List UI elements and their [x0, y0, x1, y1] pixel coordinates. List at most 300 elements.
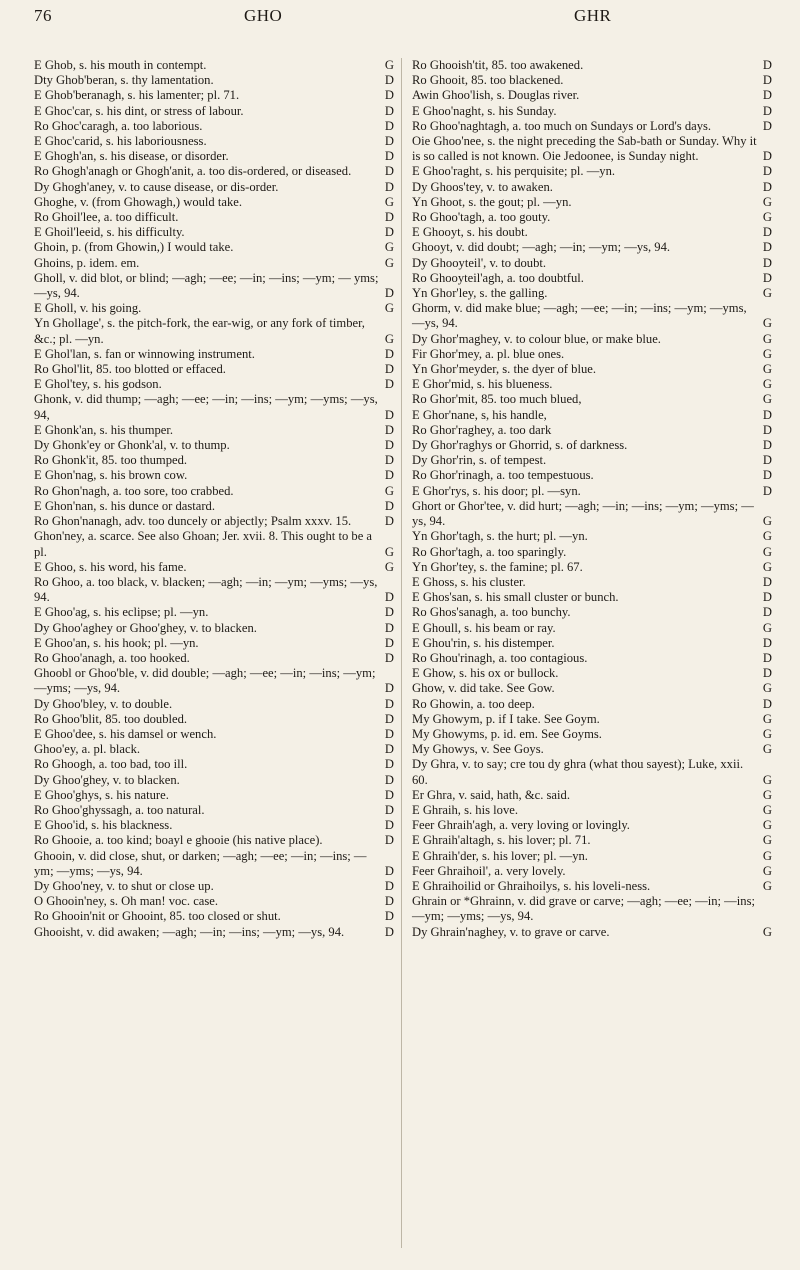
entry-source-tag: D: [384, 909, 394, 924]
entry-source-tag: D: [384, 787, 394, 802]
dictionary-entry: [34, 134, 394, 149]
dictionary-entry: [412, 362, 772, 377]
dictionary-entry: [412, 180, 772, 195]
dictionary-entry: [34, 925, 394, 940]
entry-text: Ro Ghooit, 85. too blackened.: [412, 73, 564, 88]
dictionary-entry: [412, 499, 772, 529]
dictionary-entry: [412, 529, 772, 544]
entry-source-tag: D: [762, 179, 772, 194]
dictionary-entry: [412, 104, 772, 119]
entry-source-tag: D: [762, 103, 772, 118]
entry-source-tag: D: [384, 362, 394, 377]
entry-text: Gholl, v. did blot, or blind; —agh; —ee; —in; —ins; —ym; — yms; —ys, 94.: [34, 270, 379, 301]
dictionary-entry: [412, 332, 772, 347]
dictionary-entry: [412, 195, 772, 210]
entry-text: E Ghraihoilid or Ghraihoilys, s. his loveli-ness.: [412, 878, 651, 893]
entry-source-tag: D: [762, 164, 772, 179]
dictionary-entry: [34, 894, 394, 909]
entry-text: E Ghon'nag, s. his brown cow.: [34, 468, 188, 483]
dictionary-entry: [412, 727, 772, 742]
entry-text: Yn Ghor'tey, s. the famine; pl. 67.: [412, 559, 583, 574]
dictionary-entry: [412, 788, 772, 803]
entry-source-tag: D: [384, 468, 394, 483]
entry-text: E Ghoo'naght, s. his Sunday.: [412, 103, 557, 118]
dictionary-entry: [412, 818, 772, 833]
entry-source-tag: D: [762, 438, 772, 453]
dictionary-entry: [412, 271, 772, 286]
entry-source-tag: D: [762, 468, 772, 483]
entry-source-tag: G: [384, 255, 394, 270]
dictionary-entry: [34, 499, 394, 514]
dictionary-entry: [412, 833, 772, 848]
entry-source-tag: G: [762, 544, 772, 559]
entry-source-tag: D: [384, 103, 394, 118]
entry-source-tag: D: [384, 377, 394, 392]
entry-text: Feer Ghraihoil', a. very lovely.: [412, 863, 566, 878]
entry-source-tag: D: [762, 696, 772, 711]
entry-source-tag: D: [384, 894, 394, 909]
entry-source-tag: G: [762, 620, 772, 635]
dictionary-entry: [34, 210, 394, 225]
dictionary-entry: [412, 73, 772, 88]
dictionary-entry: [34, 377, 394, 392]
entry-text: Yn Ghor'meyder, s. the dyer of blue.: [412, 362, 596, 377]
dictionary-entry: [34, 104, 394, 119]
entry-source-tag: D: [384, 878, 394, 893]
entry-text: Ro Ghor'raghey, a. too dark: [412, 422, 552, 437]
entry-text: Dy Ghrain'naghey, v. to grave or carve.: [412, 924, 610, 939]
dictionary-entry: [34, 164, 394, 179]
dictionary-entry: [412, 58, 772, 73]
right-column: [412, 58, 772, 940]
dictionary-entry: [34, 484, 394, 499]
entry-source-tag: G: [384, 544, 394, 559]
entry-source-tag: D: [384, 818, 394, 833]
entry-text: E Ghraih'altagh, s. his lover; pl. 71.: [412, 833, 591, 848]
entry-text: E Ghonk'an, s. his thumper.: [34, 422, 174, 437]
entry-text: Awin Ghoo'lish, s. Douglas river.: [412, 88, 580, 103]
dictionary-entry: [34, 605, 394, 620]
entry-source-tag: D: [384, 590, 394, 605]
entry-text: E Ghor'nane, s, his handle,: [412, 407, 547, 422]
entry-text: E Ghoull, s. his beam or ray.: [412, 620, 556, 635]
entry-source-tag: D: [762, 118, 772, 133]
entry-text: Ro Ghooie, a. too kind; boayl e ghooie (his native place).: [34, 833, 323, 848]
entry-text: Dy Ghoo'bley, v. to double.: [34, 696, 173, 711]
dictionary-entry: [412, 712, 772, 727]
dictionary-entry: [412, 468, 772, 483]
entry-source-tag: D: [384, 772, 394, 787]
dictionary-entry: [412, 590, 772, 605]
dictionary-entry: [412, 757, 772, 787]
dictionary-entry: [412, 560, 772, 575]
entry-text: E Ghob'beranagh, s. his lamenter; pl. 71.: [34, 88, 240, 103]
dictionary-entry: [34, 818, 394, 833]
entry-text: Ghoins, p. idem. em.: [34, 255, 140, 270]
dictionary-entry: [34, 621, 394, 636]
dictionary-entry: [34, 788, 394, 803]
entry-text: My Ghowyms, p. id. em. See Goyms.: [412, 726, 602, 741]
dictionary-entry: [34, 575, 394, 605]
dictionary-entry: [412, 453, 772, 468]
entry-text: Ro Ghor'mit, 85. too much blued,: [412, 392, 582, 407]
entry-source-tag: D: [384, 453, 394, 468]
dictionary-entry: [412, 697, 772, 712]
entry-text: E Ghou'rin, s. his distemper.: [412, 635, 555, 650]
entry-source-tag: D: [384, 73, 394, 88]
dictionary-entry: [412, 803, 772, 818]
dictionary-entry: [412, 286, 772, 301]
entry-text: Feer Ghraih'agh, a. very loving or lovingly.: [412, 818, 630, 833]
entry-text: E Ghoo'raght, s. his perquisite; pl. —yn.: [412, 164, 616, 179]
entry-text: Ghoobl or Ghoo'ble, v. did double; —agh; —ee; —in; —ins; —ym; —yms; —ys, 94.: [34, 666, 376, 696]
entry-source-tag: D: [762, 453, 772, 468]
entry-source-tag: G: [762, 331, 772, 346]
entry-source-tag: G: [762, 210, 772, 225]
dictionary-entry: [34, 256, 394, 271]
entry-source-tag: D: [384, 498, 394, 513]
entry-text: Ro Ghoo'anagh, a. too hooked.: [34, 650, 190, 665]
dictionary-entry: [412, 256, 772, 271]
page-header: [34, 6, 774, 28]
entry-text: E Ghooyt, s. his doubt.: [412, 225, 528, 240]
entry-text: Ghooin, v. did close, shut, or darken; —agh; —ee; —in; —ins; —ym; —yms; —ys, 94.: [34, 848, 367, 878]
dictionary-entry: [412, 575, 772, 590]
entry-text: E Ghos'san, s. his small cluster or bunch.: [412, 590, 619, 605]
dictionary-entry: [34, 666, 394, 696]
entry-text: E Ghor'mid, s. his blueness.: [412, 377, 553, 392]
entry-text: Dy Ghooyteil', v. to doubt.: [412, 255, 547, 270]
entry-source-tag: D: [384, 164, 394, 179]
entry-text: E Ghoss, s. his cluster.: [412, 574, 526, 589]
entry-text: Ro Ghooin'nit or Ghooint, 85. too closed or shut.: [34, 909, 281, 924]
entry-source-tag: G: [762, 924, 772, 939]
entry-source-tag: D: [384, 863, 394, 878]
dictionary-entry: [34, 362, 394, 377]
entry-source-tag: G: [762, 878, 772, 893]
entry-source-tag: D: [384, 605, 394, 620]
dictionary-entry: [412, 225, 772, 240]
entry-source-tag: D: [762, 590, 772, 605]
dictionary-entry: [34, 514, 394, 529]
entry-text: Ro Ghos'sanagh, a. too bunchy.: [412, 605, 571, 620]
dictionary-entry: [34, 712, 394, 727]
entry-text: Ghorm, v. did make blue; —agh; —ee; —in; —ins; —ym; —yms, —ys, 94.: [412, 301, 747, 331]
entry-source-tag: G: [762, 863, 772, 878]
entry-text: E Ghogh'an, s. his disease, or disorder.: [34, 149, 229, 164]
entry-text: Ro Ghor'tagh, a. too sparingly.: [412, 544, 567, 559]
dictionary-entry: [34, 833, 394, 848]
entry-source-tag: G: [384, 559, 394, 574]
dictionary-entry: [34, 301, 394, 316]
dictionary-entry: [34, 195, 394, 210]
entry-text: Dy Ghoo'ney, v. to shut or close up.: [34, 878, 214, 893]
entry-source-tag: D: [384, 438, 394, 453]
dictionary-entry: [34, 560, 394, 575]
entry-source-tag: G: [762, 818, 772, 833]
dictionary-entry: [34, 225, 394, 240]
entry-source-tag: D: [384, 742, 394, 757]
dictionary-entry: [412, 119, 772, 134]
entry-text: Ghoo'ey, a. pl. black.: [34, 742, 141, 757]
entry-source-tag: G: [762, 194, 772, 209]
dictionary-entry: [34, 149, 394, 164]
entry-source-tag: D: [762, 149, 772, 164]
entry-text: Ro Ghoc'caragh, a. too laborious.: [34, 118, 203, 133]
dictionary-entry: [412, 438, 772, 453]
entry-source-tag: D: [762, 240, 772, 255]
dictionary-entry: [34, 909, 394, 924]
entry-text: Ro Ghogh'anagh or Ghogh'anit, a. too dis-ordered, or diseased.: [34, 164, 352, 179]
entry-text: Yn Ghoot, s. the gout; pl. —yn.: [412, 194, 572, 209]
entry-text: E Gholl, v. his going.: [34, 301, 142, 316]
entry-source-tag: G: [762, 848, 772, 863]
entry-source-tag: D: [762, 88, 772, 103]
entry-source-tag: D: [762, 574, 772, 589]
entry-text: Ro Ghowin, a. too deep.: [412, 696, 535, 711]
entry-source-tag: G: [762, 514, 772, 529]
dictionary-entry: [34, 742, 394, 757]
entry-source-tag: D: [384, 149, 394, 164]
entry-source-tag: G: [384, 331, 394, 346]
dictionary-entry: [412, 484, 772, 499]
entry-text: E Ghor'rys, s. his door; pl. —syn.: [412, 483, 581, 498]
entry-text: E Ghraih, s. his love.: [412, 802, 518, 817]
dictionary-entry: [34, 879, 394, 894]
entry-source-tag: D: [762, 255, 772, 270]
running-head-right: GHR: [574, 6, 612, 25]
entry-text: Ghrain or *Ghrainn, v. did grave or carve; —agh; —ee; —in; —ins; —ym; —yms; —ys, 94.: [412, 894, 755, 924]
dictionary-entry: [412, 377, 772, 392]
running-head-left: GHO: [244, 6, 283, 25]
dictionary-entry: [34, 727, 394, 742]
dictionary-entry: [412, 894, 772, 924]
dictionary-entry: [34, 392, 394, 422]
entry-text: Oie Ghoo'nee, s. the night preceding the Sab-bath or Sunday. Why it is so called is not known. Oie Jedoonee, is Sunday night.: [412, 134, 757, 164]
dictionary-entry: [412, 88, 772, 103]
entry-text: Ro Ghon'nanagh, adv. too duncely or abjectly; Psalm xxxv. 15.: [34, 514, 352, 529]
entry-source-tag: G: [384, 483, 394, 498]
entry-text: E Ghob, s. his mouth in contempt.: [34, 58, 207, 72]
entry-text: Yn Ghor'tagh, s. the hurt; pl. —yn.: [412, 529, 588, 544]
column-divider: [401, 58, 402, 1248]
entry-text: O Ghooin'ney, s. Oh man! voc. case.: [34, 894, 219, 909]
entry-source-tag: G: [762, 392, 772, 407]
entry-text: Ghon'ney, a. scarce. See also Ghoan; Jer. xvii. 8. This ought to be a pl.: [34, 529, 373, 559]
entry-source-tag: D: [384, 118, 394, 133]
entry-text: E Ghon'nan, s. his dunce or dastard.: [34, 498, 215, 513]
entry-text: Dy Ghor'rin, s. of tempest.: [412, 453, 547, 468]
entry-source-tag: G: [384, 301, 394, 316]
entry-source-tag: D: [384, 346, 394, 361]
entry-text: Ro Ghoo'tagh, a. too gouty.: [412, 210, 551, 225]
entry-source-tag: G: [762, 742, 772, 757]
entry-text: E Ghoo'id, s. his blackness.: [34, 818, 173, 833]
entry-text: Ghow, v. did take. See Gow.: [412, 681, 555, 696]
entry-source-tag: D: [762, 483, 772, 498]
entry-source-tag: D: [384, 210, 394, 225]
entry-text: Dy Ghogh'aney, v. to cause disease, or dis-order.: [34, 179, 279, 194]
entry-text: Ghonk, v. did thump; —agh; —ee; —in; —ins; —ym; —yms; —ys, 94,: [34, 392, 378, 422]
dictionary-entry: [34, 240, 394, 255]
entry-text: E Ghoil'leeid, s. his difficulty.: [34, 225, 185, 240]
entry-source-tag: D: [762, 58, 772, 72]
entry-text: Ro Ghoil'lee, a. too difficult.: [34, 210, 179, 225]
entry-source-tag: G: [762, 726, 772, 741]
dictionary-entry: [412, 849, 772, 864]
entry-source-tag: D: [384, 726, 394, 741]
dictionary-entry: [412, 681, 772, 696]
dictionary-entry: [34, 529, 394, 559]
entry-text: Yn Ghollage', s. the pitch-fork, the ear-wig, or any fork of timber, &c.; pl. —yn.: [34, 316, 365, 346]
entry-text: Ghoghe, v. (from Ghowagh,) would take.: [34, 194, 242, 209]
entry-source-tag: G: [762, 346, 772, 361]
entry-source-tag: D: [384, 681, 394, 696]
entry-text: My Ghowym, p. if I take. See Goym.: [412, 711, 600, 726]
dictionary-entry: [412, 210, 772, 225]
entry-source-tag: D: [384, 833, 394, 848]
entry-text: Ro Ghonk'it, 85. too thumped.: [34, 453, 188, 468]
dictionary-entry: [412, 605, 772, 620]
dictionary-entry: [34, 757, 394, 772]
entry-text: Dy Ghoo'aghey or Ghoo'ghey, v. to blacken.: [34, 620, 257, 635]
dictionary-entry: [412, 864, 772, 879]
dictionary-entry: [412, 240, 772, 255]
entry-text: Ghoin, p. (from Ghowin,) I would take.: [34, 240, 234, 255]
entry-source-tag: G: [762, 529, 772, 544]
entry-source-tag: D: [762, 422, 772, 437]
entry-text: Dy Ghoos'tey, v. to awaken.: [412, 179, 553, 194]
dictionary-entry: [412, 879, 772, 894]
entry-source-tag: D: [384, 134, 394, 149]
entry-source-tag: D: [762, 407, 772, 422]
entry-text: E Ghoc'carid, s. his laboriousness.: [34, 134, 207, 149]
entry-source-tag: G: [762, 559, 772, 574]
dictionary-entry: [34, 316, 394, 346]
entry-source-tag: D: [384, 802, 394, 817]
dictionary-entry: [34, 697, 394, 712]
entry-text: Ro Ghoo'naghtagh, a. too much on Sundays or Lord's days.: [412, 118, 712, 133]
entry-text: Ghort or Ghor'tee, v. did hurt; —agh; —in; —ins; —ym; —yms; —ys, 94.: [412, 498, 754, 529]
entry-text: Ro Ghou'rinagh, a. too contagious.: [412, 650, 588, 665]
entry-source-tag: D: [762, 225, 772, 240]
dictionary-entry: [412, 621, 772, 636]
dictionary-entry: [412, 392, 772, 407]
entry-text: Ro Ghoo'blit, 85. too doubled.: [34, 711, 188, 726]
entry-text: My Ghowys, v. See Goys.: [412, 742, 544, 757]
entry-source-tag: D: [384, 635, 394, 650]
entry-text: E Ghoo'ghys, s. his nature.: [34, 787, 169, 802]
entry-text: Ro Ghol'lit, 85. too blotted or effaced.: [34, 362, 226, 377]
entry-text: E Ghol'tey, s. his godson.: [34, 377, 162, 392]
entry-source-tag: G: [762, 286, 772, 301]
entry-source-tag: D: [384, 286, 394, 301]
dictionary-entry: [34, 73, 394, 88]
entry-source-tag: G: [762, 802, 772, 817]
entry-source-tag: D: [384, 696, 394, 711]
dictionary-entry: [412, 925, 772, 940]
entry-source-tag: D: [384, 924, 394, 939]
entry-text: Ro Ghooyteil'agh, a. too doubtful.: [412, 270, 584, 285]
dictionary-entry: [412, 651, 772, 666]
entry-source-tag: G: [762, 362, 772, 377]
dictionary-entry: [34, 453, 394, 468]
entry-source-tag: G: [384, 58, 394, 72]
entry-text: Ro Ghooish'tit, 85. too awakened.: [412, 58, 584, 72]
dictionary-entry: [34, 803, 394, 818]
dictionary-entry: [34, 271, 394, 301]
dictionary-entry: [412, 301, 772, 331]
dictionary-entry: [412, 164, 772, 179]
entry-source-tag: G: [762, 681, 772, 696]
entry-text: E Ghoo'an, s. his hook; pl. —yn.: [34, 635, 199, 650]
entry-source-tag: D: [384, 757, 394, 772]
entry-source-tag: G: [384, 240, 394, 255]
entry-text: Fir Ghor'mey, a. pl. blue ones.: [412, 346, 565, 361]
dictionary-entry: [34, 119, 394, 134]
dictionary-entry: [412, 636, 772, 651]
entry-text: E Ghraih'der, s. his lover; pl. —yn.: [412, 848, 588, 863]
entry-text: E Ghow, s. his ox or bullock.: [412, 666, 559, 681]
entry-source-tag: D: [762, 650, 772, 665]
dictionary-entry: [34, 347, 394, 362]
entry-text: Dty Ghob'beran, s. thy lamentation.: [34, 73, 214, 88]
entry-source-tag: D: [384, 88, 394, 103]
dictionary-entry: [34, 849, 394, 879]
dictionary-entry: [34, 180, 394, 195]
entry-source-tag: D: [762, 73, 772, 88]
dictionary-entry: [34, 773, 394, 788]
dictionary-entry: [34, 651, 394, 666]
entry-text: Yn Ghor'ley, s. the galling.: [412, 286, 548, 301]
dictionary-entry: [34, 468, 394, 483]
entry-source-tag: G: [384, 194, 394, 209]
dictionary-entry: [412, 423, 772, 438]
entry-source-tag: D: [384, 225, 394, 240]
left-column: [34, 58, 394, 940]
entry-text: Ro Ghor'rinagh, a. too tempestuous.: [412, 468, 594, 483]
entry-text: Dy Ghonk'ey or Ghonk'al, v. to thump.: [34, 438, 230, 453]
entry-source-tag: G: [762, 772, 772, 787]
entry-text: E Ghoo'dee, s. his damsel or wench.: [34, 726, 217, 741]
entry-text: E Ghoc'car, s. his dint, or stress of labour.: [34, 103, 244, 118]
entry-source-tag: D: [384, 407, 394, 422]
entry-text: Dy Ghoo'ghey, v. to blacken.: [34, 772, 180, 787]
entry-source-tag: D: [384, 650, 394, 665]
entry-source-tag: D: [384, 179, 394, 194]
dictionary-entry: [412, 408, 772, 423]
dictionary-entry: [34, 58, 394, 73]
entry-text: E Ghoo, s. his word, his fame.: [34, 559, 187, 574]
entry-source-tag: G: [762, 316, 772, 331]
entry-source-tag: G: [762, 833, 772, 848]
page-number: 76: [34, 6, 52, 25]
entry-source-tag: D: [384, 711, 394, 726]
dictionary-entry: [412, 666, 772, 681]
dictionary-entry: [412, 347, 772, 362]
entry-source-tag: D: [762, 635, 772, 650]
entry-source-tag: G: [762, 377, 772, 392]
dictionary-entry: [412, 134, 772, 164]
entry-source-tag: G: [762, 711, 772, 726]
entry-text: E Ghoo'ag, s. his eclipse; pl. —yn.: [34, 605, 209, 620]
entry-text: Er Ghra, v. said, hath, &c. said.: [412, 787, 570, 802]
entry-text: Ro Ghoogh, a. too bad, too ill.: [34, 757, 188, 772]
entry-source-tag: D: [384, 514, 394, 529]
entry-text: Dy Ghor'maghey, v. to colour blue, or make blue.: [412, 331, 661, 346]
entry-text: Dy Ghra, v. to say; cre tou dy ghra (what thou sayest); Luke, xxii. 60.: [412, 757, 744, 787]
dictionary-entry: [412, 545, 772, 560]
